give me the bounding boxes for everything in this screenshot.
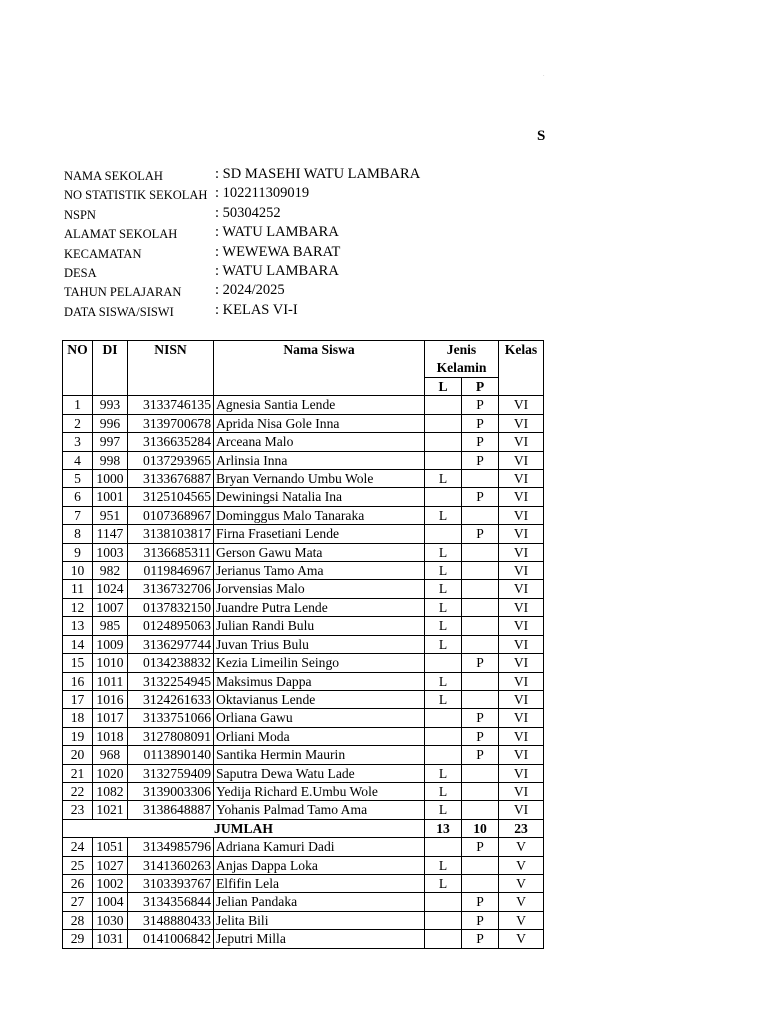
cell-nisn: 3133676887 bbox=[128, 470, 214, 488]
cell-name: Arlinsia Inna bbox=[214, 451, 425, 469]
cell-name: Elfifin Lela bbox=[214, 874, 425, 892]
cell-class: V bbox=[499, 930, 544, 948]
cell-nisn: 3124261633 bbox=[128, 690, 214, 708]
cell-nisn: 0141006842 bbox=[128, 930, 214, 948]
header-row bbox=[63, 341, 544, 378]
cell-nisn: 3139003306 bbox=[128, 782, 214, 800]
table-row bbox=[63, 690, 544, 708]
cell-di: 1082 bbox=[93, 782, 128, 800]
cell-female bbox=[462, 782, 499, 800]
cell-no: 7 bbox=[63, 506, 93, 524]
cell-nisn: 3103393767 bbox=[128, 874, 214, 892]
summary-label: JUMLAH bbox=[63, 819, 425, 837]
cell-nisn: 0124895063 bbox=[128, 617, 214, 635]
cell-nisn: 3139700678 bbox=[128, 414, 214, 432]
cell-male bbox=[425, 433, 462, 451]
cell-nisn: 3134356844 bbox=[128, 893, 214, 911]
cell-di: 1010 bbox=[93, 654, 128, 672]
cell-class: VI bbox=[499, 782, 544, 800]
cell-no: 5 bbox=[63, 470, 93, 488]
table-row bbox=[63, 543, 544, 561]
table-row bbox=[63, 764, 544, 782]
table-row bbox=[63, 746, 544, 764]
info-label: ALAMAT SEKOLAH bbox=[64, 227, 178, 242]
cell-class: VI bbox=[499, 764, 544, 782]
summary-female-count: 10 bbox=[462, 819, 499, 837]
cell-name: Maksimus Dappa bbox=[214, 672, 425, 690]
cell-female bbox=[462, 690, 499, 708]
info-label: NSPN bbox=[64, 207, 96, 222]
cell-nisn: 3125104565 bbox=[128, 488, 214, 506]
cell-class: VI bbox=[499, 801, 544, 819]
info-label: TAHUN PELAJARAN bbox=[64, 285, 182, 300]
info-label: KECAMATAN bbox=[64, 246, 142, 261]
table-row bbox=[63, 654, 544, 672]
cell-di: 1017 bbox=[93, 709, 128, 727]
col-header-female: P bbox=[462, 378, 499, 396]
cell-female bbox=[462, 470, 499, 488]
cell-female: P bbox=[462, 451, 499, 469]
cell-di: 951 bbox=[93, 506, 128, 524]
cell-no: 6 bbox=[63, 488, 93, 506]
cell-class: VI bbox=[499, 617, 544, 635]
cell-male: L bbox=[425, 635, 462, 653]
cell-class: VI bbox=[499, 470, 544, 488]
col-header-no: NO bbox=[63, 341, 93, 396]
cell-female bbox=[462, 506, 499, 524]
cell-no: 29 bbox=[63, 930, 93, 948]
cell-name: Juandre Putra Lende bbox=[214, 598, 425, 616]
cell-nisn: 0119846967 bbox=[128, 562, 214, 580]
cell-name: Dominggus Malo Tanaraka bbox=[214, 506, 425, 524]
cell-male bbox=[425, 414, 462, 432]
table-row bbox=[63, 396, 544, 414]
cell-female: P bbox=[462, 488, 499, 506]
cell-name: Yohanis Palmad Tamo Ama bbox=[214, 801, 425, 819]
cell-no: 11 bbox=[63, 580, 93, 598]
cell-di: 1007 bbox=[93, 598, 128, 616]
cell-male bbox=[425, 525, 462, 543]
cell-class: V bbox=[499, 874, 544, 892]
table-row bbox=[63, 488, 544, 506]
info-label: NAMA SEKOLAH bbox=[64, 169, 163, 183]
table-row bbox=[63, 709, 544, 727]
cell-no: 4 bbox=[63, 451, 93, 469]
summary-row bbox=[63, 819, 544, 837]
table-row bbox=[63, 911, 544, 929]
cell-di: 1051 bbox=[93, 838, 128, 856]
table-row bbox=[63, 672, 544, 690]
info-value: : WATU LAMBARA bbox=[215, 262, 339, 279]
cell-no: 14 bbox=[63, 635, 93, 653]
cell-di: 1024 bbox=[93, 580, 128, 598]
cell-nisn: 3133746135 bbox=[128, 396, 214, 414]
cell-name: Kezia Limeilin Seingo bbox=[214, 654, 425, 672]
cell-class: VI bbox=[499, 414, 544, 432]
cell-female: P bbox=[462, 911, 499, 929]
cell-nisn: 0137293965 bbox=[128, 451, 214, 469]
cell-male bbox=[425, 727, 462, 745]
summary-total: 23 bbox=[499, 819, 544, 837]
cell-nisn: 0137832150 bbox=[128, 598, 214, 616]
cell-di: 968 bbox=[93, 746, 128, 764]
info-value: : WATU LAMBARA bbox=[215, 224, 339, 241]
cell-female: P bbox=[462, 709, 499, 727]
cell-di: 1016 bbox=[93, 690, 128, 708]
cell-female: P bbox=[462, 396, 499, 414]
cell-name: Santika Hermin Maurin bbox=[214, 746, 425, 764]
cell-no: 25 bbox=[63, 856, 93, 874]
cell-di: 1020 bbox=[93, 764, 128, 782]
table-row bbox=[63, 451, 544, 469]
col-header-gender: Jenis Kelamin bbox=[425, 341, 499, 378]
table-row bbox=[63, 874, 544, 892]
table-row bbox=[63, 856, 544, 874]
cell-female bbox=[462, 801, 499, 819]
cell-no: 13 bbox=[63, 617, 93, 635]
cell-male: L bbox=[425, 801, 462, 819]
cell-female: P bbox=[462, 893, 499, 911]
cell-class: VI bbox=[499, 396, 544, 414]
cell-name: Adriana Kamuri Dadi bbox=[214, 838, 425, 856]
cell-di: 996 bbox=[93, 414, 128, 432]
table-row bbox=[63, 838, 544, 856]
student-table bbox=[62, 340, 544, 949]
cell-di: 1003 bbox=[93, 543, 128, 561]
cell-nisn: 3133751066 bbox=[128, 709, 214, 727]
cell-class: VI bbox=[499, 690, 544, 708]
table-row bbox=[63, 414, 544, 432]
table-row bbox=[63, 470, 544, 488]
page-heading: S bbox=[537, 128, 546, 144]
cell-di: 1027 bbox=[93, 856, 128, 874]
cell-male: L bbox=[425, 856, 462, 874]
table-row bbox=[63, 617, 544, 635]
cell-di: 1009 bbox=[93, 635, 128, 653]
table-row bbox=[63, 433, 544, 451]
cell-female: P bbox=[462, 930, 499, 948]
cell-male bbox=[425, 488, 462, 506]
cell-female bbox=[462, 635, 499, 653]
cell-class: V bbox=[499, 856, 544, 874]
cell-no: 23 bbox=[63, 801, 93, 819]
cell-no: 28 bbox=[63, 911, 93, 929]
cell-male bbox=[425, 930, 462, 948]
cell-name: Anjas Dappa Loka bbox=[214, 856, 425, 874]
cell-nisn: 0134238832 bbox=[128, 654, 214, 672]
cell-name: Firna Frasetiani Lende bbox=[214, 525, 425, 543]
cell-male: L bbox=[425, 617, 462, 635]
cell-no: 20 bbox=[63, 746, 93, 764]
table-row bbox=[63, 506, 544, 524]
cell-male: L bbox=[425, 506, 462, 524]
cell-female bbox=[462, 764, 499, 782]
table-row bbox=[63, 893, 544, 911]
cell-name: Orliana Gawu bbox=[214, 709, 425, 727]
cell-nisn: 3138103817 bbox=[128, 525, 214, 543]
cell-nisn: 3136635284 bbox=[128, 433, 214, 451]
info-value: : SD MASEHI WATU LAMBARA bbox=[215, 166, 421, 182]
cell-di: 1001 bbox=[93, 488, 128, 506]
cell-male bbox=[425, 911, 462, 929]
cell-nisn: 3148880433 bbox=[128, 911, 214, 929]
cell-no: 15 bbox=[63, 654, 93, 672]
cell-class: VI bbox=[499, 635, 544, 653]
cell-class: VI bbox=[499, 543, 544, 561]
cell-male bbox=[425, 654, 462, 672]
cell-male bbox=[425, 451, 462, 469]
cell-di: 1011 bbox=[93, 672, 128, 690]
cell-class: VI bbox=[499, 727, 544, 745]
cell-class: V bbox=[499, 893, 544, 911]
cell-nisn: 3132759409 bbox=[128, 764, 214, 782]
cell-nisn: 3136685311 bbox=[128, 543, 214, 561]
cell-name: Dewiningsi Natalia Ina bbox=[214, 488, 425, 506]
cell-male bbox=[425, 893, 462, 911]
cell-di: 1021 bbox=[93, 801, 128, 819]
table-body bbox=[63, 396, 544, 948]
cell-class: VI bbox=[499, 433, 544, 451]
cell-name: Jorvensias Malo bbox=[214, 580, 425, 598]
cell-no: 2 bbox=[63, 414, 93, 432]
cell-female: P bbox=[462, 525, 499, 543]
cell-class: VI bbox=[499, 672, 544, 690]
cell-name: Jelian Pandaka bbox=[214, 893, 425, 911]
cell-female bbox=[462, 543, 499, 561]
table-row bbox=[63, 782, 544, 800]
cell-no: 8 bbox=[63, 525, 93, 543]
cell-class: V bbox=[499, 911, 544, 929]
cell-name: Jerianus Tamo Ama bbox=[214, 562, 425, 580]
cell-class: VI bbox=[499, 580, 544, 598]
cell-nisn: 3136297744 bbox=[128, 635, 214, 653]
cell-female: P bbox=[462, 838, 499, 856]
info-label: DESA bbox=[64, 265, 97, 280]
cell-female: P bbox=[462, 414, 499, 432]
cell-di: 1018 bbox=[93, 727, 128, 745]
cell-male: L bbox=[425, 562, 462, 580]
cell-di: 1000 bbox=[93, 470, 128, 488]
cell-male: L bbox=[425, 782, 462, 800]
cell-female bbox=[462, 874, 499, 892]
info-value: : WEWEWA BARAT bbox=[215, 243, 341, 260]
cell-male bbox=[425, 709, 462, 727]
cell-no: 1 bbox=[63, 396, 93, 414]
col-header-male: L bbox=[425, 378, 462, 396]
cell-class: VI bbox=[499, 709, 544, 727]
cell-nisn: 0107368967 bbox=[128, 506, 214, 524]
cell-name: Bryan Vernando Umbu Wole bbox=[214, 470, 425, 488]
cell-male: L bbox=[425, 690, 462, 708]
info-value: : KELAS VI-I bbox=[215, 301, 298, 318]
cell-name: Julian Randi Bulu bbox=[214, 617, 425, 635]
table-header bbox=[63, 341, 544, 396]
cell-male: L bbox=[425, 543, 462, 561]
cell-class: V bbox=[499, 838, 544, 856]
cell-no: 24 bbox=[63, 838, 93, 856]
col-header-class: Kelas bbox=[499, 341, 544, 396]
cell-class: VI bbox=[499, 525, 544, 543]
cell-di: 1147 bbox=[93, 525, 128, 543]
cell-male: L bbox=[425, 672, 462, 690]
cell-male bbox=[425, 838, 462, 856]
col-header-di: DI bbox=[93, 341, 128, 396]
cell-no: 10 bbox=[63, 562, 93, 580]
cell-name: Agnesia Santia Lende bbox=[214, 396, 425, 414]
cell-class: VI bbox=[499, 451, 544, 469]
cell-no: 3 bbox=[63, 433, 93, 451]
cell-name: Juvan Trius Bulu bbox=[214, 635, 425, 653]
cell-male: L bbox=[425, 598, 462, 616]
table-row bbox=[63, 635, 544, 653]
cell-name: Arceana Malo bbox=[214, 433, 425, 451]
cell-nisn: 3134985796 bbox=[128, 838, 214, 856]
cell-nisn: 3132254945 bbox=[128, 672, 214, 690]
cell-male bbox=[425, 746, 462, 764]
cell-di: 1030 bbox=[93, 911, 128, 929]
cell-no: 26 bbox=[63, 874, 93, 892]
cell-nisn: 3136732706 bbox=[128, 580, 214, 598]
cell-di: 982 bbox=[93, 562, 128, 580]
cell-name: Yedija Richard E.Umbu Wole bbox=[214, 782, 425, 800]
page-mark: . bbox=[543, 72, 545, 78]
cell-name: Gerson Gawu Mata bbox=[214, 543, 425, 561]
cell-name: Aprida Nisa Gole Inna bbox=[214, 414, 425, 432]
cell-class: VI bbox=[499, 562, 544, 580]
cell-name: Saputra Dewa Watu Lade bbox=[214, 764, 425, 782]
cell-no: 19 bbox=[63, 727, 93, 745]
cell-no: 16 bbox=[63, 672, 93, 690]
cell-no: 17 bbox=[63, 690, 93, 708]
cell-female bbox=[462, 562, 499, 580]
cell-di: 1002 bbox=[93, 874, 128, 892]
cell-class: VI bbox=[499, 654, 544, 672]
cell-nisn: 3138648887 bbox=[128, 801, 214, 819]
col-header-name: Nama Siswa bbox=[214, 341, 425, 396]
cell-class: VI bbox=[499, 488, 544, 506]
cell-female bbox=[462, 672, 499, 690]
cell-di: 998 bbox=[93, 451, 128, 469]
table-row bbox=[63, 727, 544, 745]
summary-male-count: 13 bbox=[425, 819, 462, 837]
info-value: : 102211309019 bbox=[215, 185, 310, 202]
cell-nisn: 3127808091 bbox=[128, 727, 214, 745]
table-row bbox=[63, 525, 544, 543]
cell-male: L bbox=[425, 580, 462, 598]
cell-di: 985 bbox=[93, 617, 128, 635]
cell-di: 1031 bbox=[93, 930, 128, 948]
table-row bbox=[63, 562, 544, 580]
cell-male: L bbox=[425, 764, 462, 782]
cell-no: 9 bbox=[63, 543, 93, 561]
cell-female bbox=[462, 856, 499, 874]
cell-no: 12 bbox=[63, 598, 93, 616]
cell-class: VI bbox=[499, 506, 544, 524]
info-value: : 2024/2025 bbox=[215, 282, 285, 299]
cell-female bbox=[462, 580, 499, 598]
cell-di: 1004 bbox=[93, 893, 128, 911]
table-row bbox=[63, 930, 544, 948]
cell-female: P bbox=[462, 654, 499, 672]
cell-nisn: 0113890140 bbox=[128, 746, 214, 764]
cell-female: P bbox=[462, 746, 499, 764]
cell-male: L bbox=[425, 874, 462, 892]
info-label: DATA SISWA/SISWI bbox=[64, 304, 174, 319]
cell-name: Jeputri Milla bbox=[214, 930, 425, 948]
info-label: NO STATISTIK SEKOLAH bbox=[64, 188, 208, 203]
cell-di: 997 bbox=[93, 433, 128, 451]
col-header-nisn: NISN bbox=[128, 341, 214, 396]
cell-nisn: 3141360263 bbox=[128, 856, 214, 874]
cell-female bbox=[462, 598, 499, 616]
table-row bbox=[63, 598, 544, 616]
cell-class: VI bbox=[499, 598, 544, 616]
cell-di: 993 bbox=[93, 396, 128, 414]
cell-no: 22 bbox=[63, 782, 93, 800]
cell-no: 21 bbox=[63, 764, 93, 782]
cell-female: P bbox=[462, 727, 499, 745]
cell-female: P bbox=[462, 433, 499, 451]
cell-male: L bbox=[425, 470, 462, 488]
cell-male bbox=[425, 396, 462, 414]
info-value: : 50304252 bbox=[215, 204, 281, 221]
cell-female bbox=[462, 617, 499, 635]
cell-class: VI bbox=[499, 746, 544, 764]
cell-name: Oktavianus Lende bbox=[214, 690, 425, 708]
cell-name: Orliani Moda bbox=[214, 727, 425, 745]
cell-name: Jelita Bili bbox=[214, 911, 425, 929]
cell-no: 18 bbox=[63, 709, 93, 727]
table-row bbox=[63, 801, 544, 819]
table-row bbox=[63, 580, 544, 598]
cell-no: 27 bbox=[63, 893, 93, 911]
